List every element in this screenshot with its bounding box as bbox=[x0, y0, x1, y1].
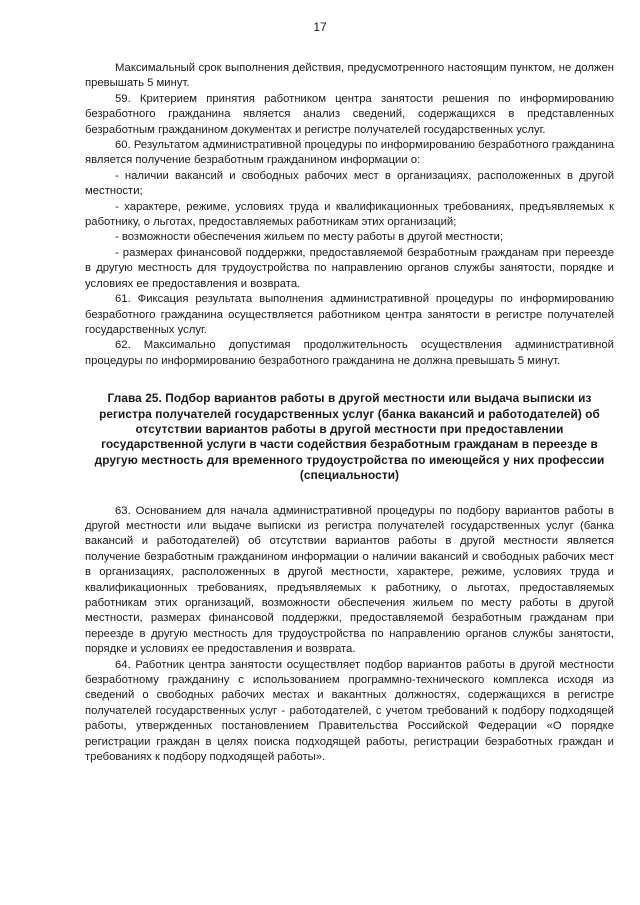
paragraph-61: 61. Фиксация результата выполнения административной процедуры по информированию безработного гражданина осуществляется работником центра занятости в регистре получателей государственных услуг. bbox=[85, 293, 614, 336]
paragraph-59: 59. Критерием принятия работником центра занятости решения по информированию безработного гражданина является анализ сведений, содержащихся в представленных безработным гражданином документах и регистре получателей государственных услуг. bbox=[85, 92, 614, 136]
paragraph-64: 64. Работник центра занятости осуществляет подбор вариантов работы в другой местности безработному гражданину с использованием программно-технического комплекса исходя из сведений о свободных рабочих местах и вакантных должностях, содержащихся в регистре получателей государственных услуг - работодателей, с учетом требований к подбору подходящей работы, утвержденных постановлением Правительства Российской Федерации «О порядке регистрации граждан в целях поиска подходящей работы, регистрации безработных граждан и требованиях к подбору подходящей работы». bbox=[85, 658, 614, 764]
paragraph-63: 63. Основанием для начала административной процедуры по подбору вариантов работы в другой местности или выдаче выписки из регистра получателей государственных услуг (банка вакансий и работодателей) об отсутствии вариантов работы в другой местности является получение безработным гражданином информации о наличии вакансий и свободных рабочих мест в организациях, расположенных в другой местности, характере, режиме, условиях труда и квалификационных требованиях, предъявляемых к работнику, о льготах, предоставляемых работникам этих организаций, возможности обеспечения жильем по месту работы в другой местности, размерах финансовой поддержки, предоставляемой безработным гражданам при переезде в другую местность для трудоустройства по направлению органов службы занятости, порядке и условиях ее предоставления и возврата. bbox=[85, 504, 614, 656]
list-item-housing: - возможности обеспечения жильем по месту работы в другой местности; bbox=[115, 231, 504, 244]
list-item-vacancies: - наличии вакансий и свободных рабочих мест в организациях, расположенных в другой местности; bbox=[85, 169, 614, 198]
paragraph-62: 62. Максимально допустимая продолжительность осуществления административной процедуры по информированию безработного гражданина не должна превышать 5 минут. bbox=[85, 339, 614, 367]
list-item-financial-support: - размерах финансовой поддержки, предоставляемой безработным гражданам при переезде в другую местность для трудоустройства по направлению органов службы занятости, порядке и условиях ее предоставления и возврата. bbox=[85, 246, 614, 290]
page-number: 17 bbox=[313, 20, 327, 34]
paragraph-60: 60. Результатом административной процедуры по информированию безработного гражданина является получение безработным гражданином информации о: bbox=[85, 139, 614, 167]
chapter-25-heading: Глава 25. Подбор вариантов работы в другой местности или выдача выписки из регистра получателей государственных услуг (банка вакансий и работодателей) об отсутствии вариантов работы в другой местности при предоставлении государственной услуги в части содействия безработным гражданам в переезде в другую местность для временного трудоустройства по имеющейся у них профессии (специальности) bbox=[94, 391, 605, 483]
paragraph-max-time-note: Максимальный срок выполнения действия, предусмотренного настоящим пунктом, не должен превышать 5 минут. bbox=[85, 62, 614, 90]
document-body bbox=[85, 61, 614, 765]
list-item-work-conditions: - характере, режиме, условиях труда и квалификационных требованиях, предъявляемых к работнику, о льготах, предоставляемых работникам этих организаций; bbox=[85, 200, 614, 229]
